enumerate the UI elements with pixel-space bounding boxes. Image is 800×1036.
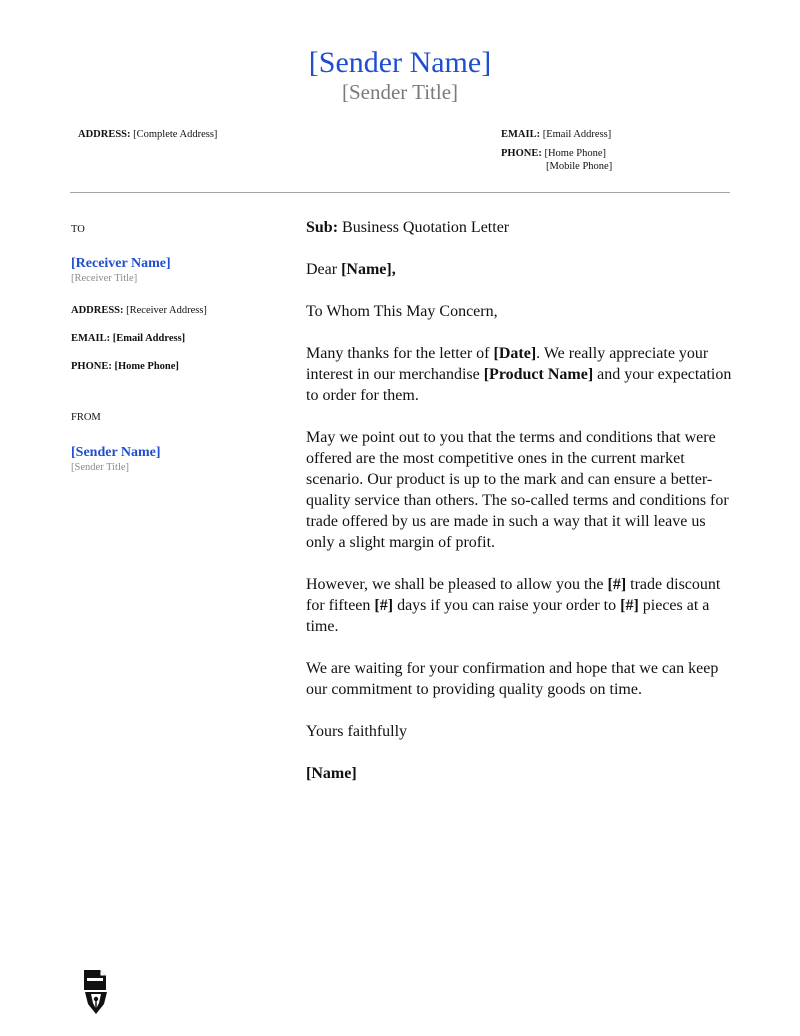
closing: Yours faithfully <box>306 723 408 740</box>
paragraph-2: May we point out to you that the terms and conditions that were offered are the most competitive ones in the current market scenario. Our product is up to the mark and can ensure a better-quality service than others. The so-called terms and conditions for trade offered by us are made in such a way that it will leave us only a slight margin of profit. <box>306 429 729 551</box>
greeting: To Whom This May Concern, <box>306 303 498 320</box>
address-label: ADDRESS: <box>78 129 131 140</box>
address-value: [Complete Address] <box>133 129 218 140</box>
phone-home: [Home Phone] <box>544 148 606 159</box>
receiver-address-value: [Receiver Address] <box>126 305 207 316</box>
to-label: TO <box>71 224 85 235</box>
from-label: FROM <box>71 412 101 423</box>
p1-text-b: . We really appreciate your interest in our merchandise <box>306 345 709 383</box>
paragraph-1 <box>306 343 736 406</box>
paragraph-3 <box>306 574 736 637</box>
letter-body <box>306 217 736 805</box>
signature-name: [Name] <box>306 765 357 782</box>
receiver-phone-label: PHONE: <box>71 361 112 372</box>
salutation-prefix: Dear <box>306 261 338 278</box>
email-label: EMAIL: <box>501 129 541 140</box>
signature <box>306 763 736 784</box>
header-divider <box>70 192 730 193</box>
phone-label: PHONE: <box>501 148 542 159</box>
salutation-name: [Name], <box>341 261 396 278</box>
paragraph-4: We are waiting for your confirmation and hope that we can keep our commitment to providing quality goods on time. <box>306 660 719 698</box>
p3-text-b: trade discount for fifteen <box>306 576 721 614</box>
p1-product: [Product Name] <box>483 366 594 383</box>
receiver-phone-value: [Home Phone] <box>114 361 179 372</box>
p3-num-1: [#] <box>607 576 627 593</box>
receiver-address <box>71 305 207 316</box>
header-phone <box>501 147 612 173</box>
from-sender-title: [Sender Title] <box>71 462 130 473</box>
receiver-title: [Receiver Title] <box>71 273 138 284</box>
subject-label: Sub: <box>306 219 339 236</box>
receiver-phone <box>71 361 179 372</box>
p1-text-a: Many thanks for the letter of <box>306 345 490 362</box>
email-value: [Email Address] <box>542 129 612 140</box>
p3-num-3: [#] <box>620 597 639 614</box>
receiver-name: [Receiver Name] <box>71 256 171 271</box>
receiver-email <box>71 333 185 344</box>
receiver-email-value: [Email Address] <box>112 333 186 344</box>
sender-title: [Sender Title] <box>341 80 459 104</box>
p3-num-2: [#] <box>374 597 394 614</box>
header-email <box>501 128 611 141</box>
p3-text-a: However, we shall be pleased to allow you the <box>306 576 604 593</box>
phone-mobile: [Mobile Phone] <box>546 161 613 172</box>
subject-value: Business Quotation Letter <box>342 219 510 236</box>
p1-text-c: and your expectation to order for them. <box>306 366 732 404</box>
p3-text-c: days if you can raise your order to <box>397 597 617 614</box>
sender-name: [Sender Name] <box>308 46 492 79</box>
salutation <box>306 259 736 280</box>
header-address <box>78 128 217 141</box>
p1-date: [Date] <box>493 345 537 362</box>
from-sender-name: [Sender Name] <box>71 445 161 460</box>
receiver-email-label: EMAIL: <box>71 333 111 344</box>
subject-line <box>306 217 736 238</box>
pen-nib-logo-icon <box>82 968 110 1016</box>
p3-text-d: pieces at a time. <box>306 597 710 635</box>
receiver-address-label: ADDRESS: <box>71 305 124 316</box>
